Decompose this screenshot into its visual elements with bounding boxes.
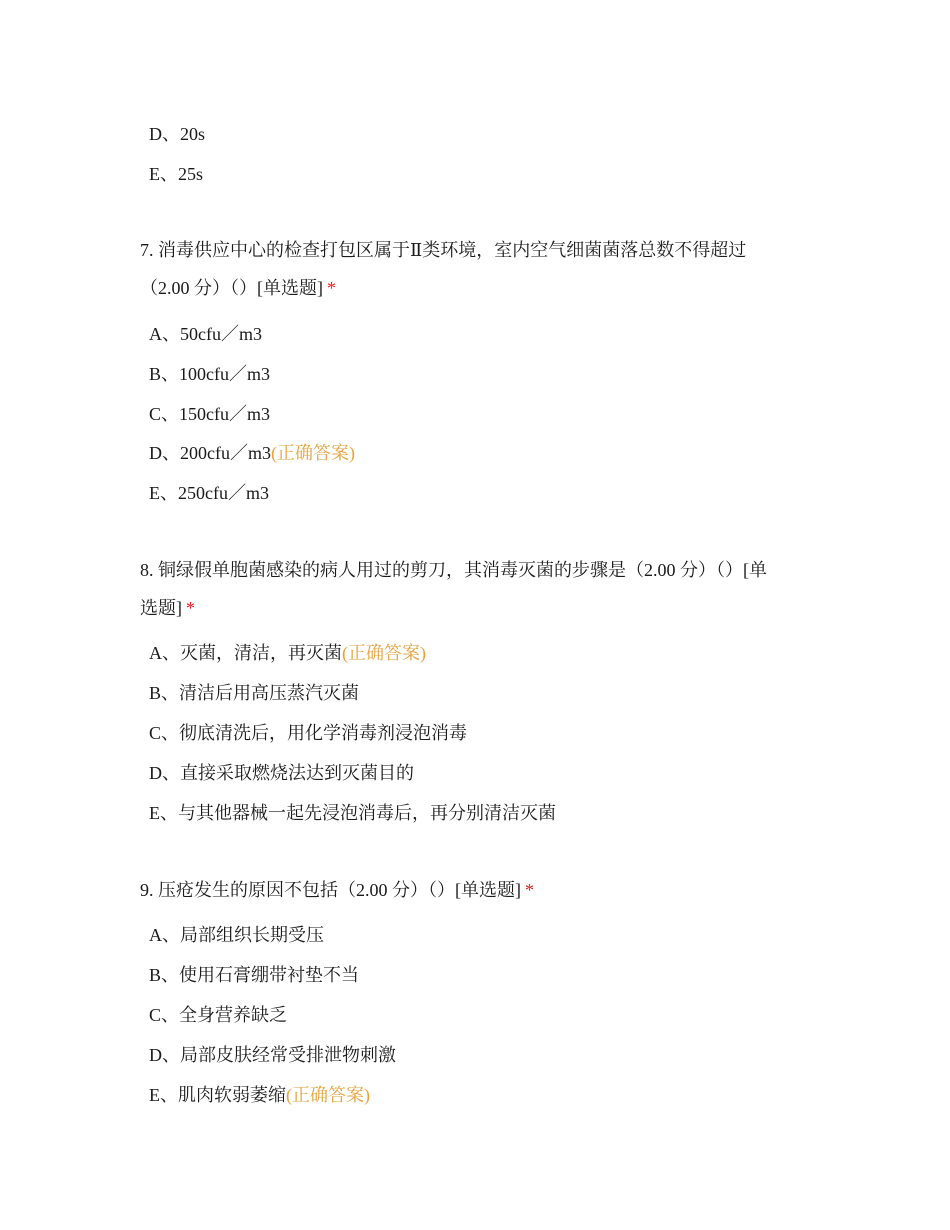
option-text: D、局部皮肤经常受排泄物刺激 (149, 1045, 396, 1065)
option-a (149, 641, 426, 665)
question-9-title (140, 878, 534, 902)
option-text: C、150cfu／m3 (149, 404, 270, 424)
option-text: A、灭菌，清洁，再灭菌 (149, 643, 342, 663)
option-d (149, 1043, 396, 1067)
option-text: D、直接采取燃烧法达到灭菌目的 (149, 763, 414, 783)
correct-answer-label: (正确答案) (270, 443, 355, 463)
option-e (149, 481, 269, 505)
option-text: D、20s (149, 124, 206, 144)
option-c (149, 1003, 287, 1027)
option-c (149, 721, 467, 745)
option-text: E、与其他器械一起先浸泡消毒后，再分别清洁灭菌 (149, 803, 556, 823)
option-e (149, 801, 556, 825)
option-e (149, 162, 203, 186)
question-8-title: 8. 铜绿假单胞菌感染的病人用过的剪刀，其消毒灭菌的步骤是（2.00 分）（）[单 (140, 560, 767, 580)
option-text: B、使用石膏绷带衬垫不当 (149, 965, 360, 985)
correct-answer-label: (正确答案) (286, 1085, 370, 1105)
option-text: A、50cfu／m3 (149, 324, 262, 344)
option-c (149, 402, 270, 426)
option-a (149, 322, 262, 346)
option-b (149, 362, 270, 386)
option-text: B、清洁后用高压蒸汽灭菌 (149, 683, 360, 703)
option-text: A、局部组织长期受压 (149, 925, 324, 945)
option-d (149, 122, 205, 146)
option-e (149, 1083, 370, 1107)
question-7-meta (140, 276, 336, 300)
option-text: D、200cfu／m3 (149, 443, 271, 463)
option-text: B、100cfu／m3 (149, 364, 270, 384)
question-meta-text: （2.00 分）（）[单选题] (140, 278, 323, 298)
option-d (149, 441, 355, 465)
question-title-text: 9. 压疮发生的原因不包括（2.00 分）（）[单选题] (140, 880, 521, 900)
option-text: E、肌肉软弱萎缩 (149, 1085, 286, 1105)
required-marker: * (327, 278, 336, 298)
option-text: E、250cfu／m3 (149, 483, 269, 503)
option-text: C、彻底清洗后，用化学消毒剂浸泡消毒 (149, 723, 468, 743)
option-d (149, 761, 414, 785)
option-text: C、全身营养缺乏 (149, 1005, 288, 1025)
option-text: E、25s (149, 164, 203, 184)
option-a (149, 923, 324, 947)
required-marker: * (186, 598, 195, 618)
question-7-title: 7. 消毒供应中心的检查打包区属于Ⅱ类环境，室内空气细菌菌落总数不得超过 (140, 240, 747, 260)
correct-answer-label: (正确答案) (342, 643, 426, 663)
required-marker: * (525, 880, 534, 900)
question-meta-text: 选题] (140, 598, 182, 618)
option-b (149, 681, 359, 705)
question-8-meta (140, 596, 195, 620)
option-b (149, 963, 359, 987)
